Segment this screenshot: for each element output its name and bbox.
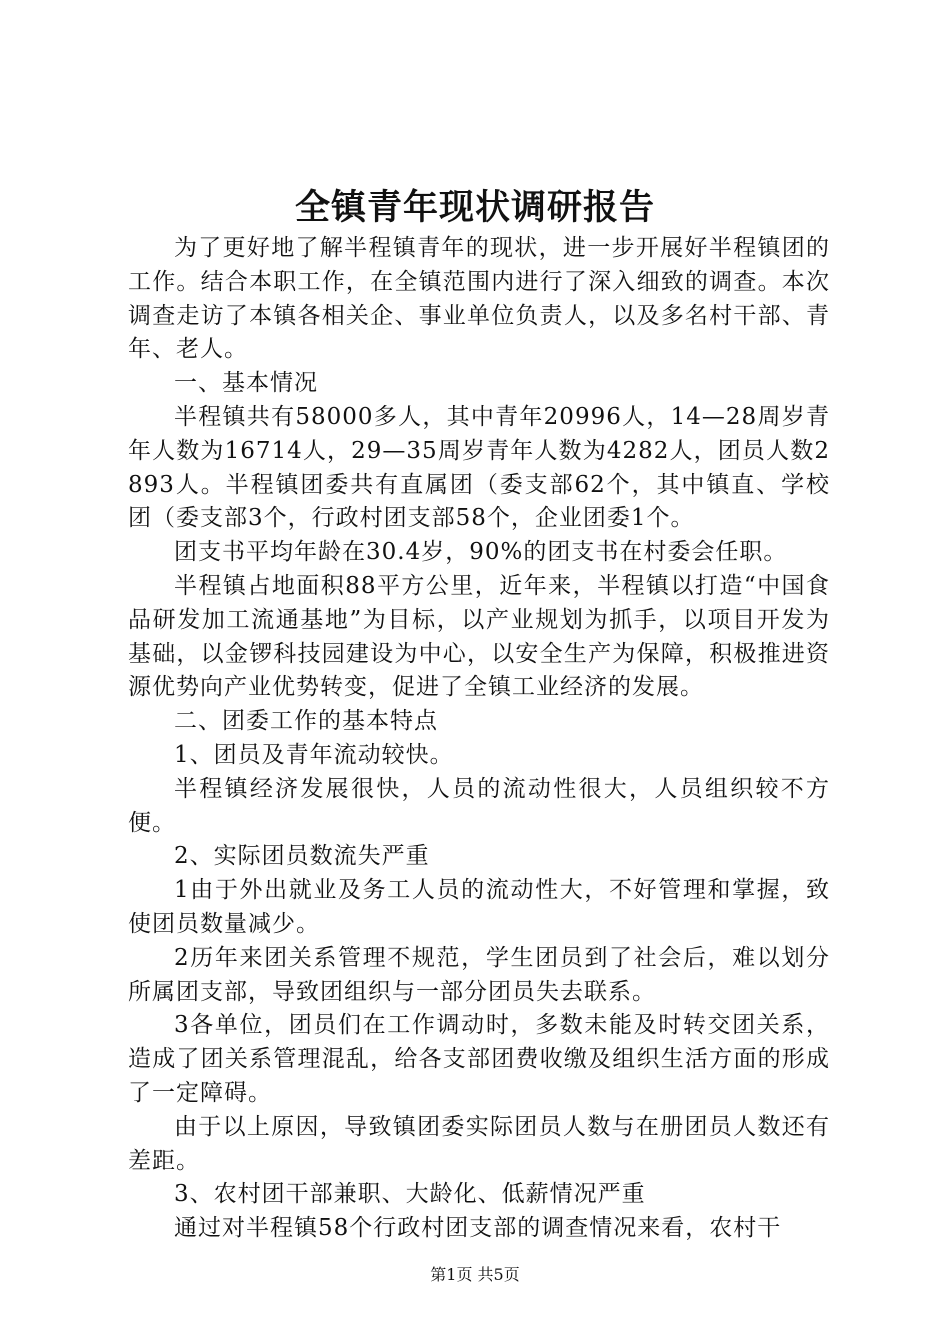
- section-heading-features: 二、团委工作的基本特点: [174, 708, 438, 735]
- paragraph-population: 半程镇共有58000多人，其中青年20996人，14—28周岁青年人数为16714人，29—35周岁青年人数为4282人，团员人数2893人。半程镇团委共有直属团（委支部62个，其中镇直、学校团（委支部3个，行政村团支部58个，企业团委1个。: [128, 403, 830, 532]
- page-footer: 第1页 共5页: [430, 1265, 520, 1284]
- paragraph-loss-reason-1: 1由于外出就业及务工人员的流动性大，不好管理和掌握，致使团员数量减少。: [128, 877, 830, 937]
- subheading-rural-cadres: 3、农村团干部兼职、大龄化、低薪情况严重: [174, 1181, 646, 1208]
- paragraph-mobility: 半程镇经济发展很快，人员的流动性很大，人员组织较不方便。: [128, 775, 830, 836]
- document-title: 全镇青年现状调研报告: [294, 188, 655, 228]
- section-heading-basic-situation: 一、基本情况: [174, 370, 318, 397]
- paragraph-loss-reason-3: 3各单位，团员们在工作调动时，多数未能及时转交团关系，造成了团关系管理混乱，给各支部团费收缴及组织生活方面的形成了一定障碍。: [128, 1012, 830, 1106]
- paragraph-loss-summary: 由于以上原因，导致镇团委实际团员人数与在册团员人数还有差距。: [128, 1113, 830, 1174]
- paragraph-town-overview: 半程镇占地面积88平方公里，近年来，半程镇以打造“中国食品研发加工流通基地”为目标，以产业规划为抓手，以项目开发为基础，以金锣科技园建设为中心，以安全生产为保障，积极推进资源优势向产业优势转变，促进了全镇工业经济的发展。: [128, 572, 830, 701]
- paragraph-loss-reason-2: 2历年来团关系管理不规范，学生团员到了社会后，难以划分所属团支部，导致团组织与一部分团员失去联系。: [128, 944, 830, 1005]
- paragraph-intro: 为了更好地了解半程镇青年的现状，进一步开展好半程镇团的工作。结合本职工作，在全镇范围内进行了深入细致的调查。本次调查走访了本镇各相关企、事业单位负责人，以及多名村干部、青年、老人。: [128, 235, 830, 363]
- document-body: [128, 232, 830, 1246]
- paragraph-rural-cadres: 通过对半程镇58个行政村团支部的调查情况来看，农村干: [174, 1215, 782, 1242]
- paragraph-branch-secretaries: 团支书平均年龄在30.4岁，90%的团支书在村委会任职。: [174, 539, 788, 566]
- subheading-mobility: 1、团员及青年流动较快。: [174, 741, 454, 768]
- subheading-member-loss: 2、实际团员数流失严重: [174, 843, 430, 870]
